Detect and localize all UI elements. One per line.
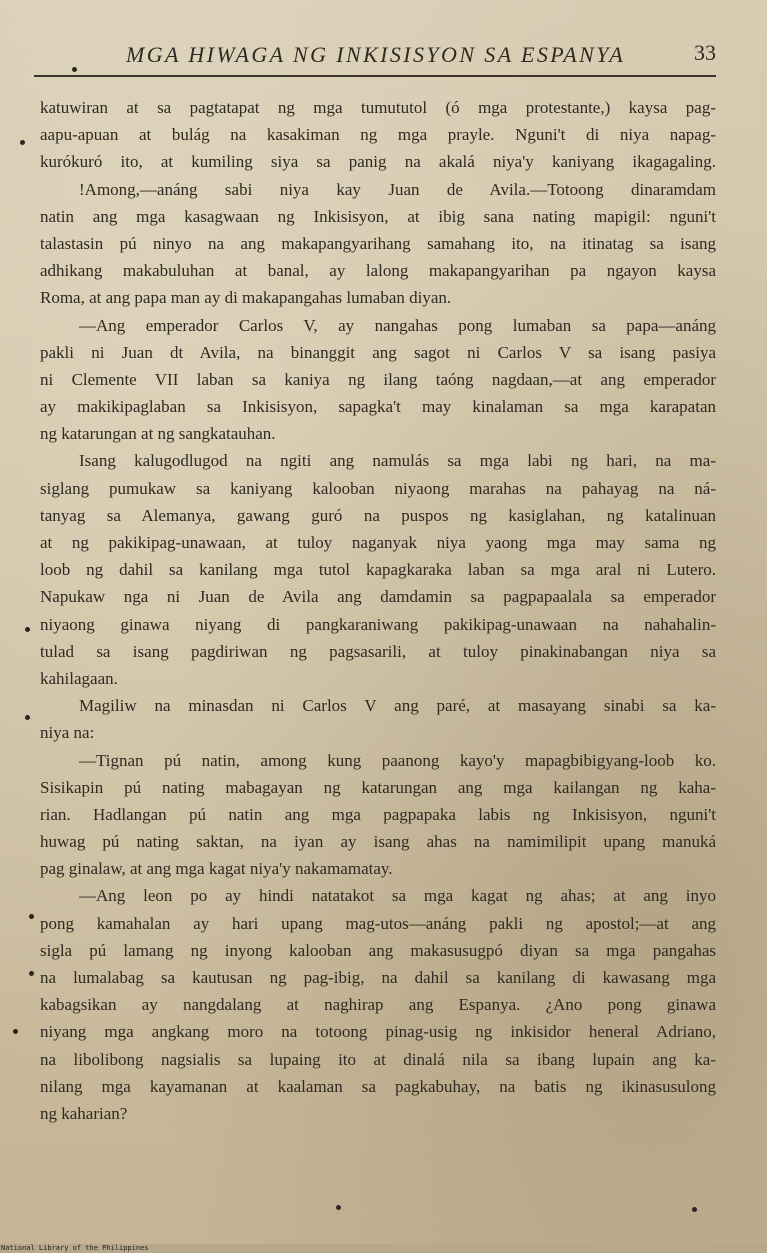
paragraph-1 — [40, 94, 716, 176]
text-line: pag ginalaw, at ang mga kagat niya'y nakamamatay. — [40, 859, 393, 879]
ink-speck — [25, 715, 30, 720]
text-line: —Tignan pú natin, among kung paanong kayo'y mapagbibigyang-loob ko. — [79, 750, 716, 770]
text-line: loob ng dahil sa kanilang mga tutol kapagkaraka laban sa mga aral ni Lutero. — [40, 560, 716, 580]
text-line: ng katarungan at ng sangkatauhan. — [40, 424, 276, 444]
text-line: na lumalabag sa kautusan ng pag-ibig, na dahil sa kanilang di kawasang mga — [40, 968, 716, 987]
text-line: katuwiran at sa pagtatapat ng mga tumututol (ó mga protestante,) kaysa pag- — [40, 98, 716, 117]
ink-speck — [20, 140, 25, 145]
ink-speck — [13, 1029, 18, 1034]
text-line: ng kaharian? — [40, 1103, 128, 1123]
text-line: —Ang emperador Carlos V, ay nangahas pong lumaban sa papa—anáng — [79, 315, 716, 335]
text-line: ni Clemente VII laban sa kaniya ng ilang taóng nagdaan,—at ang emperador — [40, 369, 716, 389]
ink-speck — [29, 971, 34, 976]
text-line: tulad sa isang pagdiriwan ng pagsasarili, at tuloy pinakinabangan niya sa — [40, 641, 716, 661]
text-line: nilang mga kayamanan at kaalaman sa pagkabuhay, na batis ng ikinasusulong — [40, 1076, 716, 1096]
text-line: ay makikipaglaban sa Inkisisyon, sapagka't may kinalaman sa mga karapatan — [40, 397, 716, 417]
page-header — [0, 36, 767, 76]
text-line: na libolibong nagsialis sa lupaing ito at dinalá nila sa ibang lupain ang ka- — [40, 1049, 716, 1069]
paragraph-7 — [40, 882, 716, 1127]
text-line: kurókuró ito, at kumiling siya sa panig na akalá niya'y kaniyang ikagagaling. — [40, 152, 716, 172]
ink-speck — [25, 627, 30, 632]
ink-speck — [29, 914, 34, 919]
text-line: at ng pakikipag-unawaan, at tuloy naganyak niya yaong mga may sama ng — [40, 533, 716, 552]
text-line: talastasin pú ninyo na ang makapangyarihang samahang ito, na itinatag sa isang — [40, 233, 716, 253]
text-line: —Ang leon po ay hindi natatakot sa mga kagat ng ahas; at ang inyo — [79, 886, 716, 906]
text-line: Magiliw na minasdan ni Carlos V ang paré, at masayang sinabi sa ka- — [79, 696, 716, 716]
text-line: natin ang mga kasagwaan ng Inkisisyon, at ibig sana nating mapigil: nguni't — [40, 206, 716, 226]
text-line: tanyag sa Alemanya, gawang guró na puspos ng kasiglahan, ng katalinuan — [40, 505, 716, 525]
text-line: Isang kalugodlugod na ngiti ang namulás sa mga labi ng hari, na ma- — [79, 451, 716, 471]
page-body — [40, 94, 716, 1127]
text-line: !Among,—anáng sabi niya kay Juan de Avila.—Totoong dinaramdam — [79, 179, 716, 199]
paragraph-6 — [40, 747, 716, 883]
ink-speck — [692, 1207, 697, 1212]
text-line: niya na: — [40, 723, 95, 743]
text-line: aapu-apuan at bulág na kasakiman ng mga prayle. Nguni't di niya napag- — [40, 125, 716, 145]
text-line: Sisikapin pú nating mabagayan ng katarungan ang mga kailangan ng kaha- — [40, 777, 716, 797]
paragraph-3 — [40, 312, 716, 448]
text-line: rian. Hadlangan pú natin ang mga pagpapaka labis ng Inkisisyon, nguni't — [40, 804, 716, 824]
page-number: 33 — [694, 40, 716, 65]
paragraph-2 — [40, 176, 716, 312]
text-line: kabagsikan ay nangdalang at naghirap ang Espanya. ¿Ano pong ginawa — [40, 995, 716, 1015]
library-credit: National Library of the Philippines — [1, 1244, 149, 1252]
text-line: pakli ni Juan dt Avila, na binanggit ang sagot ni Carlos V sa isang pasiya — [40, 342, 716, 362]
text-line: adhikang makabuluhan at banal, ay lalong makapangyarihan pa ngayon kaysa — [40, 261, 716, 281]
text-line: kahilagaan. — [40, 668, 118, 688]
text-line: siglang pumukaw sa kaniyang kalooban niyaong marahas na pahayag na ná- — [40, 478, 716, 498]
paragraph-4 — [40, 447, 716, 692]
ink-speck — [72, 67, 77, 72]
text-line: Napukaw nga ni Juan de Avila ang damdamin sa pagpapaalala sa emperador — [40, 587, 716, 607]
ink-speck — [336, 1205, 341, 1210]
text-line: sigla pú lamang ng inyong kalooban ang makasusugpó diyan sa mga pangahas — [40, 940, 716, 960]
header-rule — [34, 75, 716, 77]
text-line: huwag pú nating saktan, na iyan ay isang ahas na namimilipit upang manuká — [40, 832, 716, 852]
text-line: niyaong ginawa niyang di pangkaraniwang pakikipag-unawaan na nahahalin- — [40, 614, 716, 634]
text-line: pong kamahalan ay hari upang mag-utos—anáng pakli ng apostol;—at ang — [40, 913, 716, 933]
text-line: Roma, at ang papa man ay di makapangahas lumaban diyan. — [40, 288, 452, 308]
running-title: MGA HIWAGA NG INKISISYON SA ESPANYA — [126, 42, 626, 67]
paragraph-5 — [40, 692, 716, 746]
text-line: niyang mga angkang moro na totoong pinag-usig ng inkisidor heneral Adriano, — [40, 1022, 716, 1042]
